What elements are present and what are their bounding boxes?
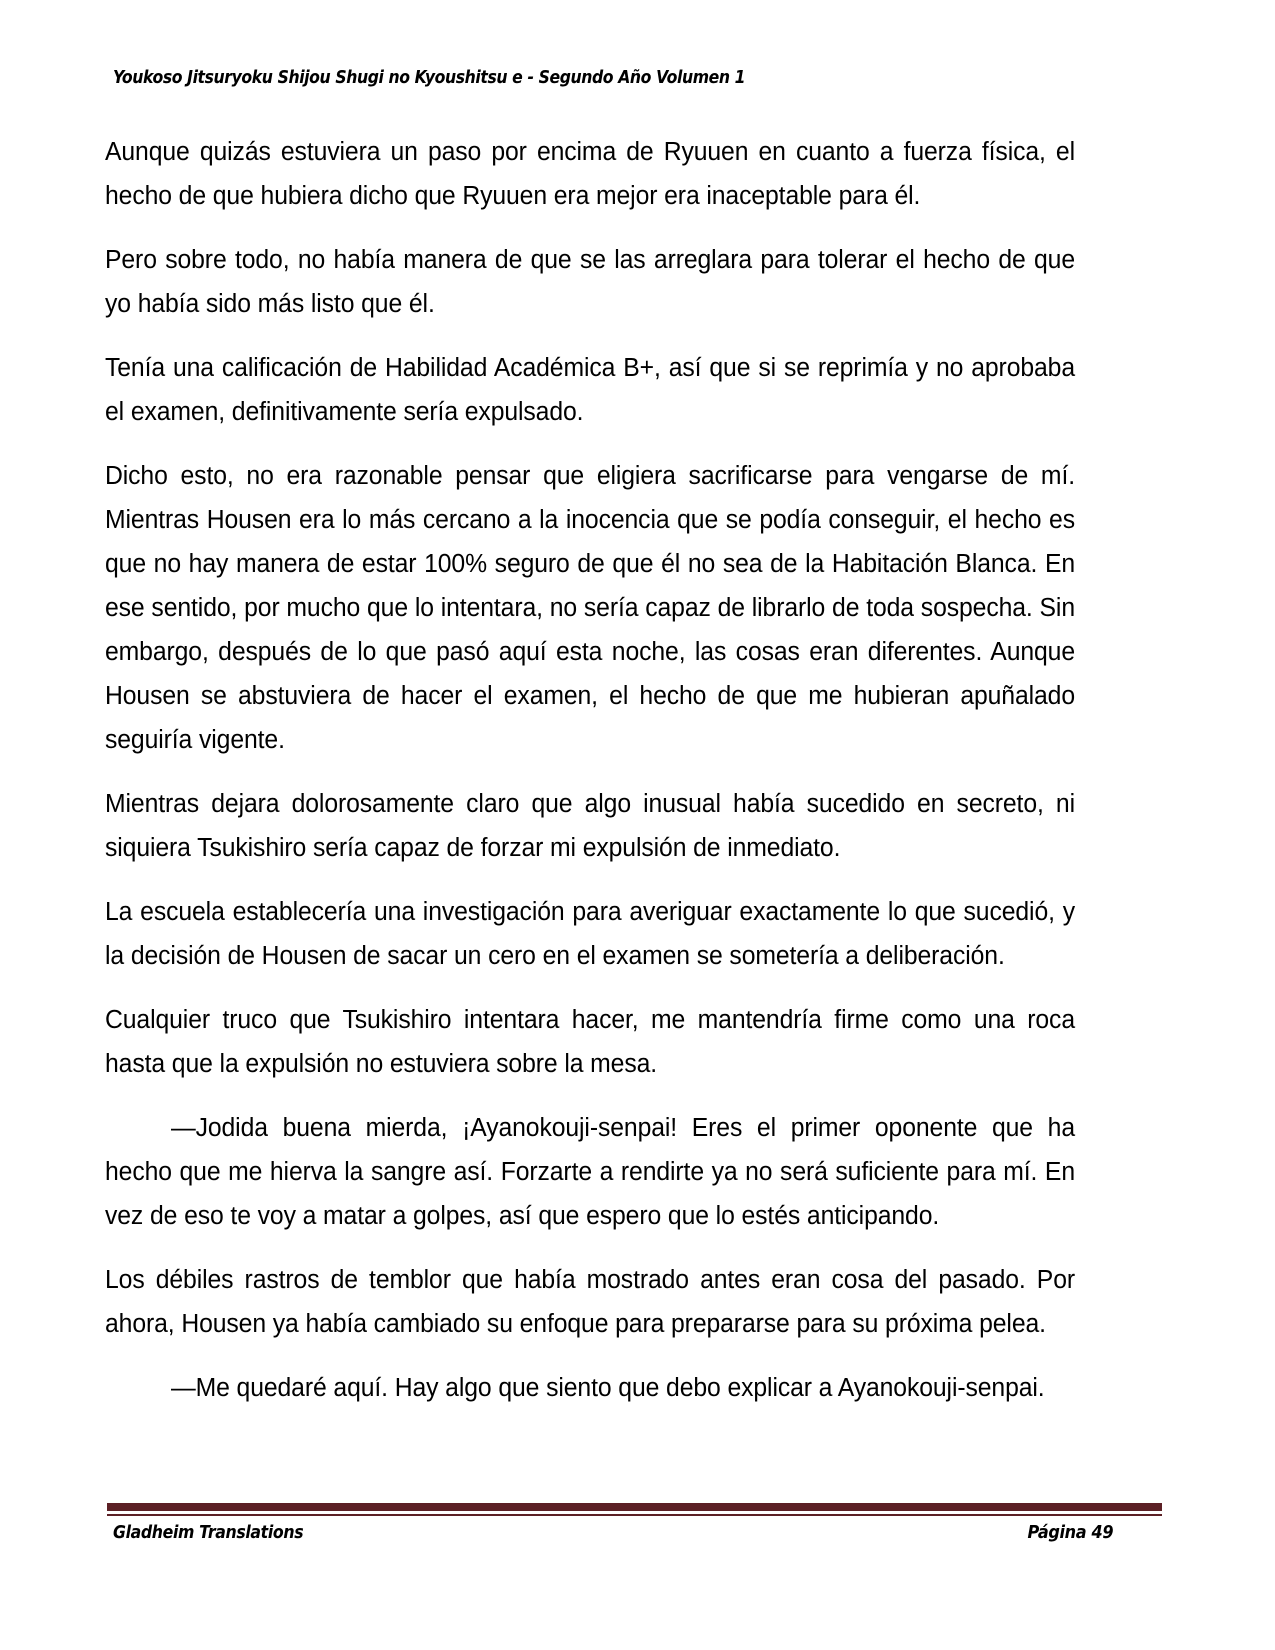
paragraph: Los débiles rastros de temblor que había mostrado antes eran cosa del pasado. Por ahora, Housen ya había cambiado su enfoque para prepararse para su próxima pelea. [105, 1266, 1075, 1338]
paragraph: Dicho esto, no era razonable pensar que eligiera sacrificarse para vengarse de mí. Mientras Housen era lo más cercano a la inocencia que se podía conseguir, el hecho es que no hay manera de estar 100% seguro de que él no sea de la Habitación Blanca. En ese sentido, por mucho que lo intentara, no sería capaz de librarlo de toda sospecha. Sin embargo, después de lo que pasó aquí esta noche, las cosas eran diferentes. Aunque Housen se abstuviera de hacer el examen, el hecho de que me hubieran apuñalado seguiría vigente. [105, 462, 1075, 754]
running-header-title: Youkoso Jitsuryoku Shijou Shugi no Kyoushitsu e - Segundo Año Volumen 1 [113, 68, 746, 88]
footer-page-number: Página 49 [1027, 1523, 1113, 1543]
footer-rule-thin [107, 1514, 1162, 1516]
paragraph: Cualquier truco que Tsukishiro intentara hacer, me mantendría firme como una roca hasta que la expulsión no estuviera sobre la mesa. [105, 1006, 1075, 1078]
footer-rule-thick [107, 1503, 1162, 1511]
body-text-column [105, 130, 1105, 1410]
page-footer [113, 1523, 1113, 1557]
dialogue-paragraph: —Me quedaré aquí. Hay algo que siento que debo explicar a Ayanokouji-senpai. [170, 1374, 1045, 1402]
paragraph: Aunque quizás estuviera un paso por encima de Ryuuen en cuanto a fuerza física, el hecho de que hubiera dicho que Ryuuen era mejor era inaceptable para él. [105, 138, 1075, 210]
paragraph: Mientras dejara dolorosamente claro que algo inusual había sucedido en secreto, ni siquiera Tsukishiro sería capaz de forzar mi expulsión de inmediato. [105, 790, 1075, 862]
footer-publisher: Gladheim Translations [113, 1523, 304, 1543]
dialogue-paragraph: —Jodida buena mierda, ¡Ayanokouji-senpai! Eres el primer oponente que ha hecho que me hierva la sangre así. Forzarte a rendirte ya no será suficiente para mí. En vez de eso te voy a matar a golpes, así que espero que lo estés anticipando. [105, 1114, 1076, 1230]
paragraph: La escuela establecería una investigación para averiguar exactamente lo que sucedió, y la decisión de Housen de sacar un cero en el examen se sometería a deliberación. [105, 898, 1075, 970]
paragraph: Tenía una calificación de Habilidad Académica B+, así que si se reprimía y no aprobaba el examen, definitivamente sería expulsado. [105, 354, 1075, 426]
footer-divider [107, 1503, 1162, 1516]
paragraph: Pero sobre todo, no había manera de que se las arreglara para tolerar el hecho de que yo había sido más listo que él. [105, 246, 1075, 318]
